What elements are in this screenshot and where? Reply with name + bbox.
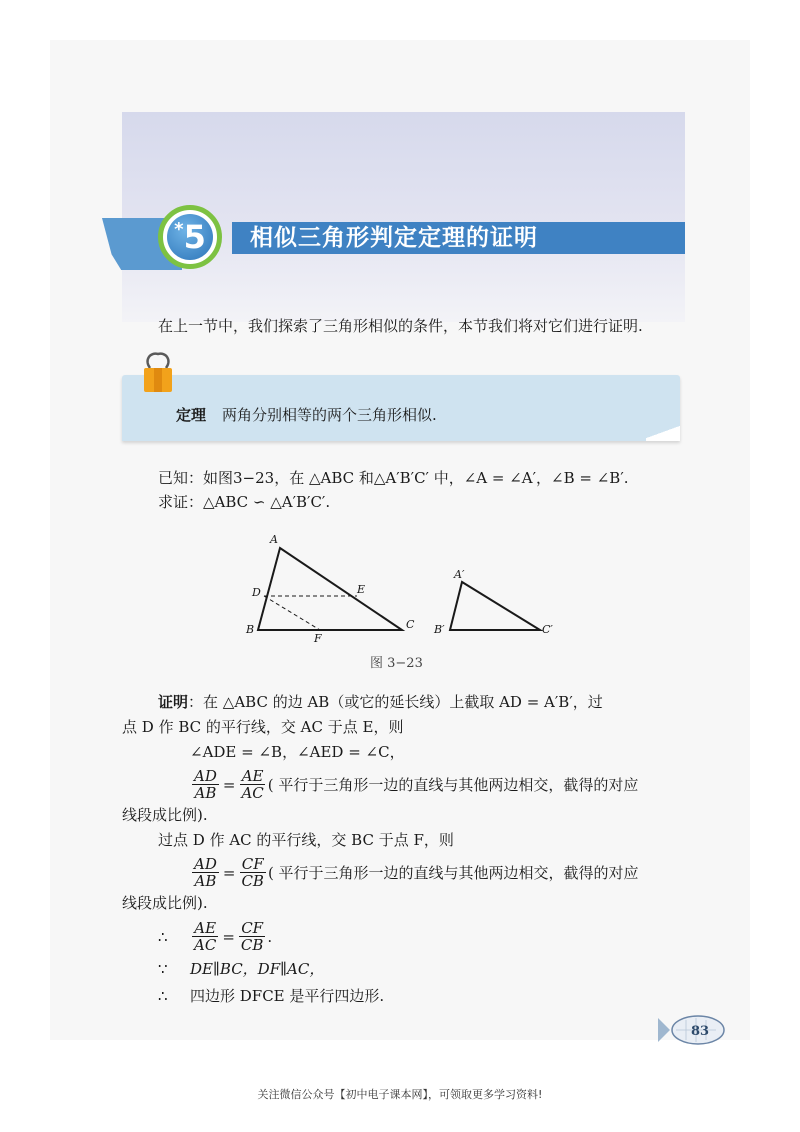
theorem-statement: [176, 404, 437, 425]
reason-text-2: ( 平行于三角形一边的直线与其他两边相交，截得的对应: [267, 864, 639, 882]
reason-text-1: ( 平行于三角形一边的直线与其他两边相交，截得的对应: [267, 776, 639, 794]
intro-paragraph: 在上一节中，我们探索了三角形相似的条件，本节我们将对它们进行证明.: [158, 317, 643, 335]
because-symbol: ∵: [158, 959, 168, 978]
section-number-badge: [158, 205, 222, 269]
label-c: C: [406, 618, 415, 631]
conclusion-text: 四边形 DFCE 是平行四边形.: [190, 987, 385, 1005]
reason-end-2: 线段成比例).: [122, 894, 208, 912]
fraction-ae-ac: $\frac{AE}{AC}$: [241, 767, 264, 802]
proof-line-1: [158, 690, 603, 714]
triangle-figure: [230, 530, 590, 650]
label-a: A: [270, 533, 278, 546]
proof-line-1-text: ：在 △ABC 的边 AB（或它的延长线）上截取 AD = A′B′，过: [188, 693, 603, 711]
proportion-row-2: $\frac{AD}{AB}$ = $\frac{CF}{CB}$ ( 平行于三角形一边的直线与其他两边相交，截得的对应: [194, 855, 639, 890]
therefore-row-1: ∴ $\frac{AE}{AC}$ = $\frac{CF}{CB}$ .: [158, 919, 273, 954]
prove-line: 求证：△ABC ∽ △A′B′C′.: [158, 493, 331, 511]
footer-note: 关注微信公众号【初中电子课本网】，可领取更多学习资料!: [257, 1088, 543, 1101]
proof-line-4: 过点 D 作 AC 的平行线，交 BC 于点 F，则: [158, 831, 454, 849]
given-line: 已知：如图3−23，在 △ABC 和△A′B′C′ 中，∠A = ∠A′，∠B = ∠B′.: [158, 469, 629, 487]
proof-label: 证明: [158, 693, 189, 711]
theorem-label: 定理: [176, 406, 207, 424]
proof-line-2: 点 D 作 BC 的平行线，交 AC 于点 E，则: [122, 718, 404, 736]
fraction-ae-ac-2: $\frac{AE}{AC}$: [194, 919, 217, 954]
label-b-prime: B′: [434, 623, 445, 636]
fraction-cf-cb: $\frac{CF}{CB}$: [241, 855, 264, 890]
proportion-row-1: $\frac{AD}{AB}$ = $\frac{AE}{AC}$ ( 平行于三角形一边的直线与其他两边相交，截得的对应: [194, 767, 639, 802]
label-f: F: [314, 632, 322, 645]
label-c-prime: C′: [542, 623, 553, 636]
fraction-ad-ab-2: $\frac{AD}{AB}$: [194, 855, 217, 890]
therefore-symbol: ∴: [158, 927, 168, 946]
label-e: E: [357, 583, 366, 596]
page-number-fish-icon: [656, 1012, 726, 1048]
segment-df: [264, 596, 320, 630]
because-row: [158, 958, 324, 979]
fraction-ad-ab: $\frac{AD}{AB}$: [194, 767, 217, 802]
fraction-cf-cb-2: $\frac{CF}{CB}$: [240, 919, 264, 954]
badge-number: 5: [183, 218, 206, 256]
binder-clip-icon: [140, 350, 176, 394]
theorem-text: 两角分别相等的两个三角形相似.: [222, 406, 437, 424]
label-b: B: [246, 623, 255, 636]
proof-line-3: ∠ADE = ∠B，∠AED = ∠C，: [190, 743, 405, 761]
therefore-symbol-2: ∴: [158, 986, 168, 1005]
badge-inner: [167, 214, 213, 260]
label-d: D: [252, 586, 261, 599]
figure-caption: 图 3−23: [370, 656, 423, 671]
triangle-abc: [258, 548, 402, 630]
label-a-prime: A′: [454, 568, 465, 581]
badge-star: *: [174, 218, 184, 240]
because-text: DE∥BC，DF∥AC，: [190, 960, 325, 978]
triangle-a2b2c2: [450, 582, 540, 630]
section-title: 相似三角形判定定理的证明: [250, 225, 538, 251]
theorem-page-curl: [646, 423, 680, 441]
page-number: 83: [690, 1024, 710, 1039]
therefore-row-2: [158, 985, 384, 1006]
reason-end-1: 线段成比例).: [122, 806, 208, 824]
